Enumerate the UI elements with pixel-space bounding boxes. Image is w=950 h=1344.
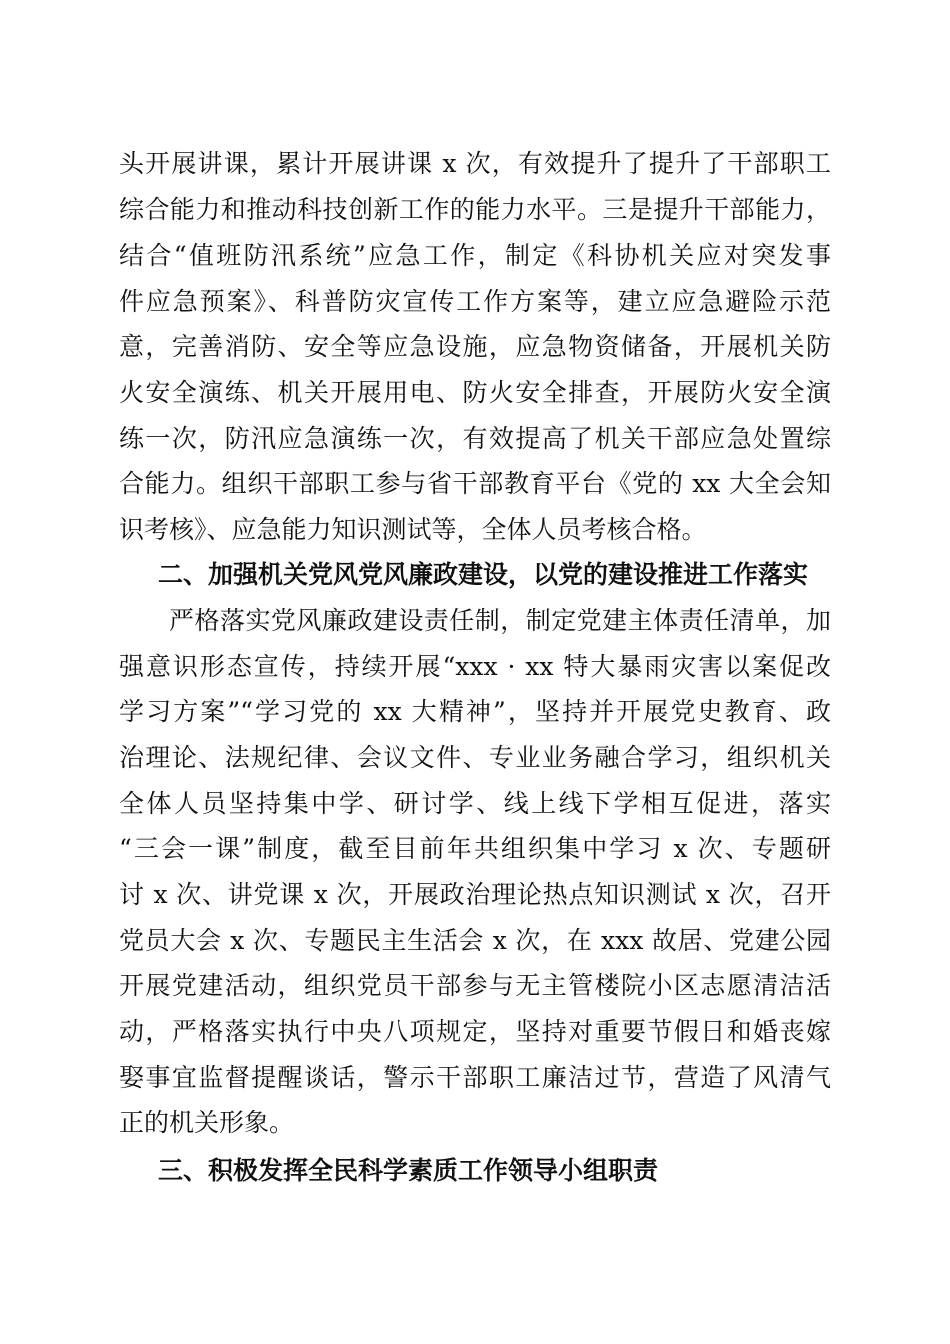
paragraph-line: 党员大会 x 次、专题民主生活会 x 次，在 xxx 故居、党建公园 bbox=[119, 926, 831, 955]
paragraph-line: 娶事宜监督提醒谈话，警示干部职工廉洁过节，营造了风清气 bbox=[119, 1063, 831, 1092]
paragraph-line: 合能力。组织干部职工参与省干部教育平台《党的 xx 大全会知 bbox=[119, 469, 831, 498]
paragraph-line: 正的机关形象。 bbox=[119, 1108, 295, 1137]
paragraph-line: 意，完善消防、安全等应急设施，应急物资储备，开展机关防 bbox=[119, 332, 831, 361]
paragraph-line: “三会一课”制度，截至目前年共组织集中学习 x 次、专题研 bbox=[119, 834, 831, 863]
paragraph-line: 综合能力和推动科技创新工作的能力水平。三是提升干部能力， bbox=[119, 195, 831, 224]
paragraph-line: 严格落实党风廉政建设责任制，制定党建主体责任清单，加 bbox=[169, 606, 831, 635]
paragraph-line: 强意识形态宣传，持续开展“xxx · xx 特大暴雨灾害以案促改 bbox=[119, 652, 831, 681]
paragraph-line: 火安全演练、机关开展用电、防火安全排查，开展防火安全演 bbox=[119, 378, 831, 407]
paragraph-line: 头开展讲课，累计开展讲课 x 次，有效提升了提升了干部职工 bbox=[119, 149, 831, 178]
paragraph-line: 件应急预案》、科普防灾宣传工作方案等，建立应急避险示范 bbox=[119, 287, 831, 316]
paragraph-line: 结合“值班防汛系统”应急工作，制定《科协机关应对突发事 bbox=[119, 241, 831, 270]
paragraph-line: 识考核》、应急能力知识测试等，全体人员考核合格。 bbox=[119, 515, 707, 544]
paragraph-line: 练一次，防汛应急演练一次，有效提高了机关干部应急处置综 bbox=[119, 424, 831, 453]
section-heading: 二、加强机关党风党风廉政建设，以党的建设推进工作落实 bbox=[158, 560, 809, 589]
paragraph-line: 讨 x 次、讲党课 x 次，开展政治理论热点知识测试 x 次，召开 bbox=[119, 880, 831, 909]
paragraph-line: 治理论、法规纪律、会议文件、专业业务融合学习，组织机关 bbox=[119, 743, 831, 772]
paragraph-line: 学习方案”“学习党的 xx 大精神”，坚持并开展党史教育、政 bbox=[119, 697, 831, 726]
paragraph-line: 动，严格落实执行中央八项规定，坚持对重要节假日和婚丧嫁 bbox=[119, 1017, 831, 1046]
paragraph-line: 开展党建活动，组织党员干部参与无主管楼院小区志愿清洁活 bbox=[119, 971, 831, 1000]
section-heading: 三、积极发挥全民科学素质工作领导小组职责 bbox=[158, 1156, 659, 1185]
paragraph-line: 全体人员坚持集中学、研讨学、线上线下学相互促进，落实 bbox=[119, 789, 831, 818]
